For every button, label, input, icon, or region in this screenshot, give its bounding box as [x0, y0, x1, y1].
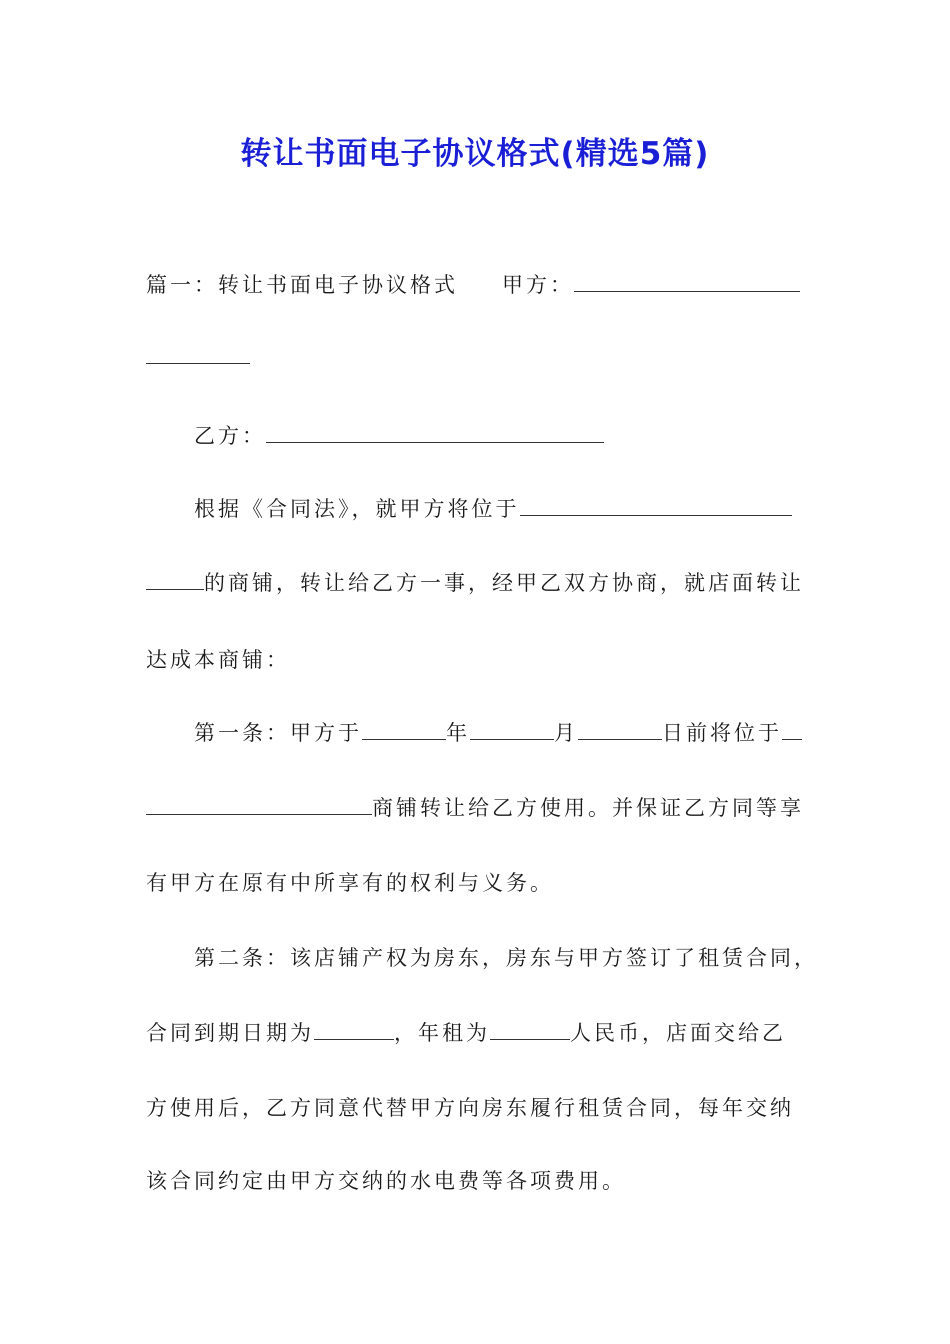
paragraph-line-3: [194, 421, 604, 451]
party-b-label: 乙方：: [194, 424, 266, 448]
party-a-blank: [574, 273, 800, 292]
shop-location-blank-continued: [146, 796, 372, 815]
shop-location-blank: [782, 721, 802, 740]
article-two-text: 第二条：该店铺产权为房东，房东与甲方签订了租赁合同，: [194, 946, 818, 970]
paragraph-line-8: [146, 793, 804, 823]
text-run: 达成本商铺：: [146, 648, 290, 672]
text-run: 有甲方在原有中所享有的权利与义务。: [146, 871, 554, 895]
paragraph-line-5: [146, 568, 804, 598]
location-blank: [520, 497, 792, 516]
paragraph-line-1: [146, 270, 800, 300]
paragraph-line-9: [146, 868, 554, 898]
text-run: 月: [554, 721, 578, 745]
paragraph-line-11: [146, 1018, 786, 1048]
text-run: 的商铺，转让给乙方一事，经甲乙双方协商，就店面转让: [204, 571, 804, 595]
location-blank-continued: [146, 571, 204, 590]
day-blank: [578, 721, 662, 740]
paragraph-line-13: [146, 1166, 626, 1196]
text-run: 商铺转让给乙方使用。并保证乙方同等享: [372, 796, 804, 820]
page-title: 转让书面电子协议格式(精选5篇): [240, 136, 710, 172]
article-one-label: 第一条：甲方于: [194, 721, 362, 745]
year-blank: [362, 721, 446, 740]
party-a-label: 甲方：: [502, 273, 574, 297]
text-run: 日前将位于: [662, 721, 782, 745]
text-run: 根据《合同法》，就甲方将位于: [194, 497, 520, 521]
text-run: ，年租为: [394, 1021, 490, 1045]
section-heading: 篇一：转让书面电子协议格式: [146, 273, 458, 297]
paragraph-line-4: [194, 494, 792, 524]
paragraph-line-12: [146, 1093, 794, 1123]
text-run: 年: [446, 721, 470, 745]
paragraph-line-10: [194, 943, 818, 973]
text-run: 人民币，店面交给乙: [570, 1021, 786, 1045]
expiry-date-blank: [314, 1021, 394, 1040]
month-blank: [470, 721, 554, 740]
paragraph-line-6: [146, 645, 290, 675]
text-run: 合同到期日期为: [146, 1021, 314, 1045]
text-run: 方使用后，乙方同意代替甲方向房东履行租赁合同，每年交纳: [146, 1096, 794, 1120]
party-a-blank-continued: [146, 345, 250, 364]
paragraph-line-7: [194, 718, 802, 748]
paragraph-line-2: [146, 342, 250, 372]
annual-rent-blank: [490, 1021, 570, 1040]
text-run: 该合同约定由甲方交纳的水电费等各项费用。: [146, 1169, 626, 1193]
party-b-blank: [266, 424, 604, 443]
